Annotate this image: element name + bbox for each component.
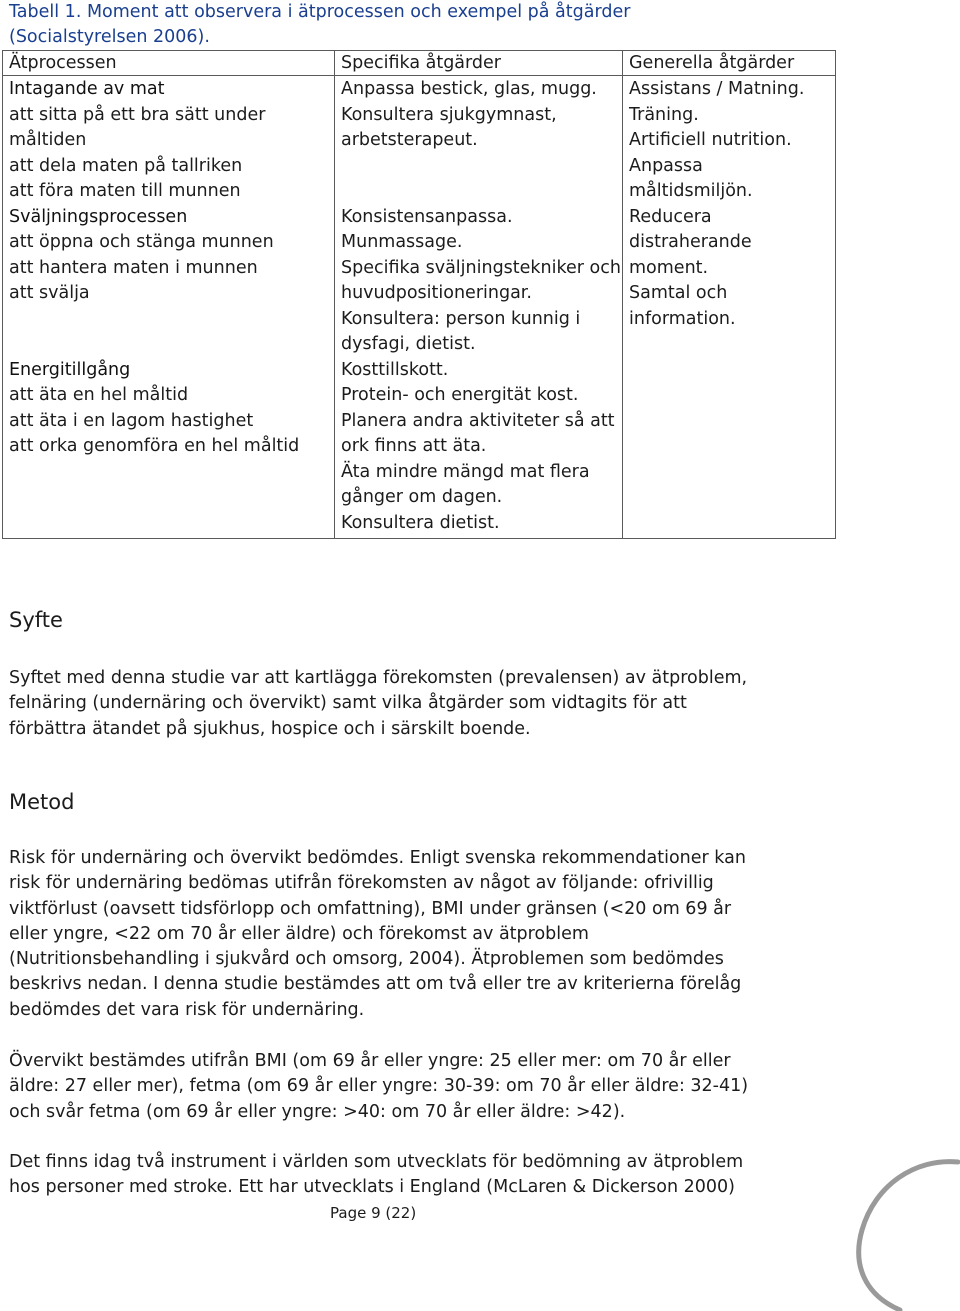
header-generella-atgarder: Generella åtgärder [623, 51, 836, 76]
section-heading-metod: Metod [9, 790, 75, 814]
list-item: att svälja [9, 283, 90, 303]
list-item: Artificiell nutrition. [629, 130, 792, 150]
paragraph-line: beskrivs nedan. I denna studie bestämdes att om två eller tre av kriterierna förelåg [9, 974, 742, 995]
table-header-row [3, 51, 836, 76]
paragraph-line: och svår fetma (om 69 år eller yngre: >40: om 70 år eller äldre: >42). [9, 1101, 626, 1122]
list-item: Konsultera: person kunnig i [341, 308, 581, 329]
list-item: Konsistensanpassa. [341, 206, 513, 227]
header-atprocessen: Ätprocessen [3, 51, 335, 76]
header-specifika-atgarder: Specifika åtgärder [335, 51, 623, 76]
paragraph-line: (Nutritionsbehandling i sjukvård och omsorg, 2004). Ätproblemen som bedömdes [9, 949, 724, 970]
paragraph-line: Risk för undernäring och övervikt bedömdes. Enligt svenska rekommendationer kan [9, 848, 746, 868]
list-item: måltiden [9, 130, 87, 150]
section-heading-syfte: Syfte [9, 608, 63, 632]
list-item: information. [629, 308, 736, 329]
list-item: distraherande [629, 232, 752, 252]
measures-table [2, 50, 836, 539]
list-item: ork finns att äta. [341, 436, 487, 456]
paragraph-line: eller yngre, <22 om 70 år eller äldre) och förekomst av ätproblem [9, 923, 589, 944]
list-item: Reducera [629, 206, 712, 227]
paragraph-line: Övervikt bestämdes utifrån BMI (om 69 år eller yngre: 25 eller mer: om 70 år eller [9, 1051, 731, 1071]
list-item: arbetsterapeut. [341, 130, 478, 150]
caption-line-1: Tabell 1. Moment att observera i ätprocessen och exempel på åtgärder [9, 2, 631, 22]
list-item: Munmassage. [341, 232, 463, 252]
caption-line-2: (Socialstyrelsen 2006). [9, 27, 210, 47]
list-item: att hantera maten i munnen [9, 257, 258, 278]
list-item: Anpassa bestick, glas, mugg. [341, 79, 597, 99]
table-caption [9, 0, 909, 50]
list-item: Träning. [629, 104, 699, 125]
cell-generella-atgarder [623, 76, 836, 539]
paragraph-line: risk för undernäring bedömas utifrån förekomsten av något av följande: ofrivillig [9, 873, 714, 894]
list-item: gånger om dagen. [341, 487, 503, 507]
list-item: Protein- och energität kost. [341, 385, 579, 405]
group-title-intagande: Intagande av mat [9, 79, 165, 99]
list-item: att dela maten på tallriken [9, 155, 243, 176]
list-item: att äta i en lagom hastighet [9, 410, 254, 431]
cell-specifika-atgarder [335, 76, 623, 539]
paragraph-line: äldre: 27 eller mer), fetma (om 69 år eller yngre: 30-39: om 70 år eller äldre: 32-41) [9, 1076, 749, 1097]
page-number: Page 9 (22) [330, 1204, 417, 1222]
paragraph-line: viktförlust (oavsett tidsförlopp och omfattning), BMI under gränsen (<20 om 69 år [9, 898, 732, 919]
list-item: att äta en hel måltid [9, 385, 189, 405]
list-item: Äta mindre mängd mat flera [341, 461, 590, 482]
list-item: måltidsmiljön. [629, 181, 753, 201]
paragraph-line: felnäring (undernäring och övervikt) samt vilka åtgärder som vidtagits för att [9, 693, 687, 714]
spacer [9, 307, 334, 333]
group-title-energi: Energitillgång [9, 359, 131, 380]
spacer [341, 179, 622, 205]
list-item: Specifika sväljningstekniker och [341, 257, 621, 278]
list-item: Anpassa [629, 155, 703, 176]
list-item: Samtal och [629, 283, 728, 303]
list-item: Planera andra aktiviteter så att [341, 410, 615, 431]
paragraph-line: bedömdes det vara risk för undernäring. [9, 999, 365, 1020]
list-item: att öppna och stänga munnen [9, 232, 274, 252]
list-item: att sitta på ett bra sätt under [9, 104, 266, 125]
spacer [9, 332, 334, 358]
list-item: att föra maten till munnen [9, 181, 241, 201]
list-item: moment. [629, 257, 709, 278]
paragraph-line: hos personer med stroke. Ett har utvecklats i England (McLaren & Dickerson 2000) [9, 1177, 736, 1198]
list-item: huvudpositioneringar. [341, 283, 532, 303]
metod-paragraph-1 [9, 846, 746, 1023]
list-item: Konsultera dietist. [341, 512, 500, 533]
syfte-paragraph [9, 666, 748, 742]
list-item: att orka genomföra en hel måltid [9, 436, 300, 456]
metod-paragraph-3 [9, 1150, 744, 1201]
list-item: Kosttillskott. [341, 359, 449, 380]
metod-paragraph-2 [9, 1049, 749, 1125]
list-item: Konsultera sjukgymnast, [341, 104, 557, 125]
cell-atprocessen [3, 76, 335, 539]
paragraph-line: Syftet med denna studie var att kartlägga förekomsten (prevalensen) av ätproblem, [9, 668, 748, 688]
swoosh-logo-icon [820, 1140, 960, 1311]
group-title-svaljning: Sväljningsprocessen [9, 206, 188, 227]
paragraph-line: Det finns idag två instrument i världen som utvecklats för bedömning av ätproblem [9, 1152, 744, 1172]
spacer [341, 154, 622, 180]
list-item: Assistans / Matning. [629, 79, 805, 99]
table-row [3, 76, 836, 539]
paragraph-line: förbättra ätandet på sjukhus, hospice och i särskilt boende. [9, 718, 531, 739]
list-item: dysfagi, dietist. [341, 334, 476, 354]
